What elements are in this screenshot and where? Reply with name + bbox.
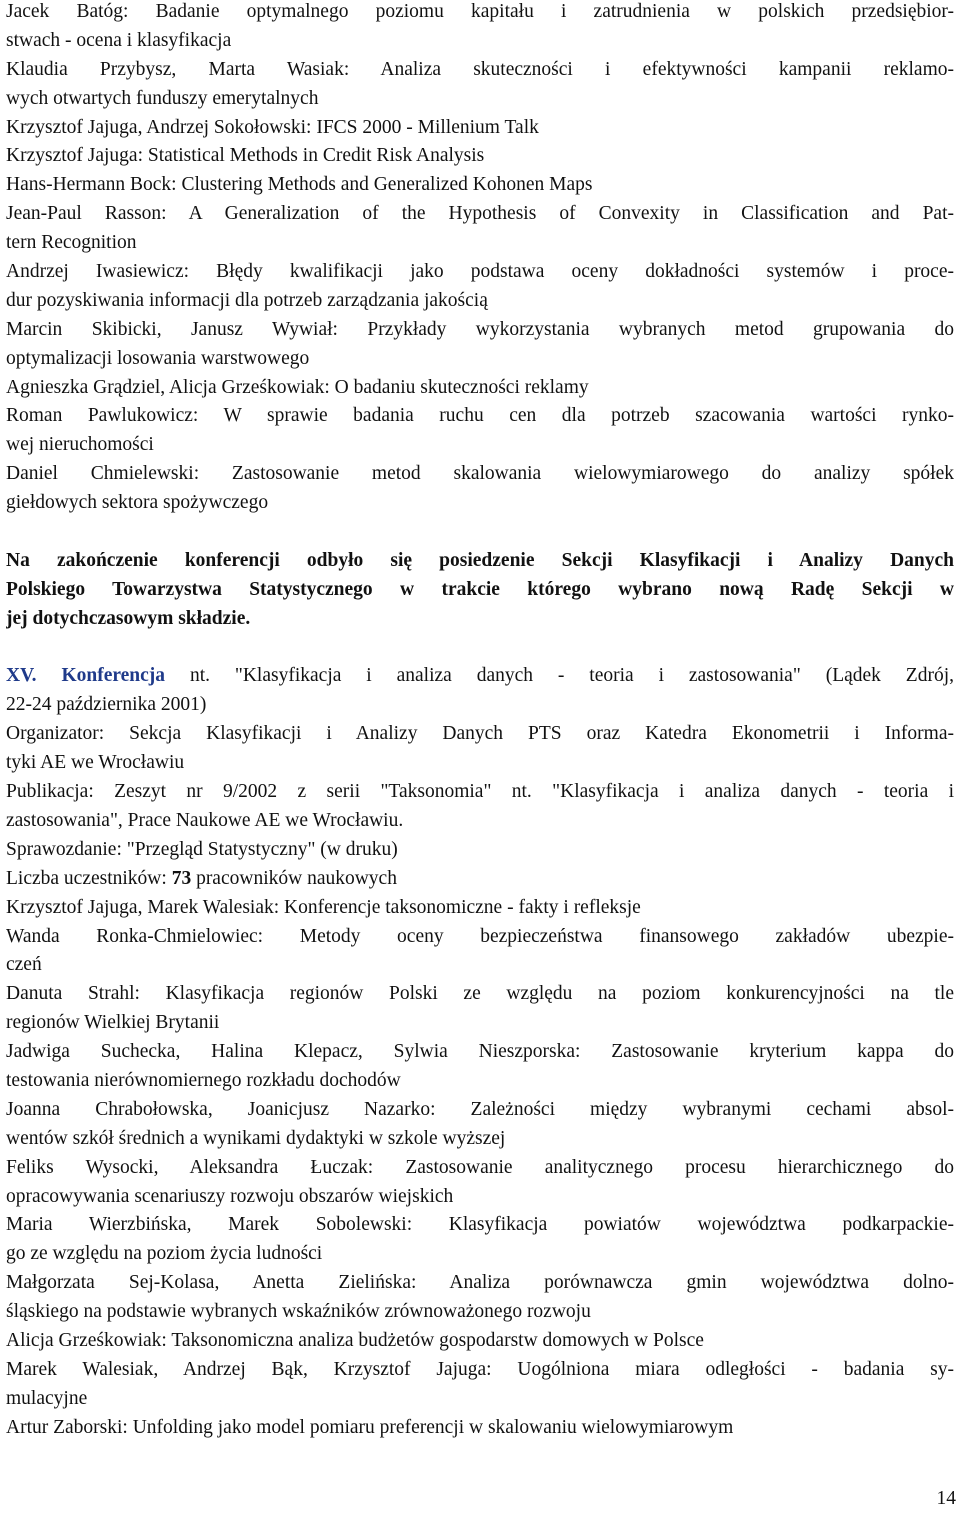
paper-entry-line: Danuta Strahl: Klasyfikacja regionów Polski ze względu na poziom konkurencyjności na tle [6, 983, 954, 1005]
paper-entry [6, 1414, 954, 1443]
paper-entry-line: Daniel Chmielewski: Zastosowanie metod skalowania wielowymiarowego do analizy spółek [6, 463, 954, 485]
participants-line [6, 865, 954, 894]
paper-entry-line: czeń [6, 954, 42, 976]
conference-number: XV. [6, 665, 37, 687]
participants-prefix: Liczba uczestników: [6, 867, 172, 889]
paper-entry-line: śląskiego na podstawie wybranych wskaźników zrównoważonego rozwoju [6, 1301, 591, 1323]
conference-heading [6, 662, 954, 691]
paper-entry-line: Krzysztof Jajuga: Statistical Methods in Credit Risk Analysis [6, 145, 485, 167]
paper-entry-line: Hans-Hermann Bock: Clustering Methods and Generalized Kohonen Maps [6, 174, 593, 196]
conference-section [6, 662, 954, 893]
paper-entry-line: Jean-Paul Rasson: A Generalization of the Hypothesis of Convexity in Classification and Pat- [6, 203, 954, 225]
paper-entry [6, 1356, 954, 1414]
paper-entry-line: testowania nierównomiernego rozkładu dochodów [6, 1069, 401, 1091]
publication-line: Publikacja: Zeszyt nr 9/2002 z serii "Taksonomia" nt. "Klasyfikacja i analiza danych - teoria i [6, 781, 954, 803]
paper-entry-line: optymalizacji losowania warstwowego [6, 347, 310, 369]
closing-note-line: jej dotychczasowym składzie. [6, 607, 251, 629]
paper-list-before [6, 0, 954, 518]
paper-entry [6, 258, 954, 316]
report-line: Sprawozdanie: "Przegląd Statystyczny" (w druku) [6, 838, 398, 860]
paper-entry [6, 114, 954, 143]
paper-entry [6, 1038, 954, 1096]
paper-entry-line: wych otwartych funduszy emerytalnych [6, 87, 319, 109]
conference-title: nt. "Klasyfikacja i analiza danych - teoria i zastosowania" (Lądek Zdrój, [165, 665, 954, 687]
document-page [6, 0, 954, 1443]
paper-entry [6, 923, 954, 981]
paper-list [6, 894, 954, 1443]
paper-entry-line: go ze względu na poziom życia ludności [6, 1243, 323, 1265]
paper-entry-line: regionów Wielkiej Brytanii [6, 1012, 220, 1034]
paper-entry-line: Feliks Wysocki, Aleksandra Łuczak: Zastosowanie analitycznego procesu hierarchicznego do [6, 1156, 954, 1178]
paper-entry [6, 374, 954, 403]
paper-entry [6, 316, 954, 374]
page-number: 14 [936, 1488, 956, 1509]
paper-entry [6, 402, 954, 460]
organizer-line: Organizator: Sekcja Klasyfikacji i Analizy Danych PTS oraz Katedra Ekonometrii i Informa- [6, 723, 954, 745]
paper-entry-line: Wanda Ronka-Chmielowiec: Metody oceny bezpieczeństwa finansowego zakładów ubezpie- [6, 925, 954, 947]
paper-entry [6, 1327, 954, 1356]
paper-entry [6, 1269, 954, 1327]
paper-entry-line: Klaudia Przybysz, Marta Wasiak: Analiza skuteczności i efektywności kampanii reklamo- [6, 58, 954, 80]
paper-entry-line: Agnieszka Grądziel, Alicja Grześkowiak: O badaniu skuteczności reklamy [6, 376, 589, 398]
paper-entry-line: giełdowych sektora spożywczego [6, 492, 269, 514]
participants-suffix: pracowników naukowych [191, 867, 397, 889]
paper-entry-line: stwach - ocena i klasyfikacja [6, 29, 232, 51]
paper-entry-line: dur pozyskiwania informacji dla potrzeb zarządzania jakością [6, 289, 488, 311]
paper-entry-line: Marek Walesiak, Andrzej Bąk, Krzysztof Jajuga: Uogólniona miara odległości - badania sy- [6, 1358, 954, 1380]
paper-entry-line: Joanna Chrabołowska, Joanicjusz Nazarko: Zależności między wybranymi cechami absol- [6, 1098, 954, 1120]
paper-entry-line: Jacek Batóg: Badanie optymalnego poziomu kapitału i zatrudnienia w polskich przedsiębior- [6, 1, 954, 22]
paper-entry-line: mulacyjne [6, 1387, 88, 1409]
paper-entry [6, 0, 954, 56]
closing-note [6, 547, 954, 634]
closing-note-line: Na zakończenie konferencji odbyło się posiedzenie Sekcji Klasyfikacji i Analizy Danych [6, 549, 954, 571]
paper-entry-line: wej nieruchomości [6, 434, 154, 456]
spacer [6, 634, 954, 663]
conference-label: Konferencja [61, 665, 166, 687]
publication-line: zastosowania", Prace Naukowe AE we Wrocławiu. [6, 809, 404, 831]
paper-entry-line: Jadwiga Suchecka, Halina Klepacz, Sylwia Nieszporska: Zastosowanie kryterium kappa do [6, 1041, 954, 1063]
paper-entry-line: Krzysztof Jajuga, Marek Walesiak: Konferencje taksonomiczne - fakty i refleksje [6, 896, 641, 918]
paper-entry [6, 142, 954, 171]
conference-dates: 22-24 października 2001) [6, 694, 207, 716]
organizer-line: tyki AE we Wrocławiu [6, 752, 185, 774]
paper-entry [6, 460, 954, 518]
paper-entry [6, 200, 954, 258]
paper-entry-line: Marcin Skibicki, Janusz Wywiał: Przykłady wykorzystania wybranych metod grupowania do [6, 318, 954, 340]
paper-entry-line: wentów szkół średnich a wynikami dydaktyki w szkole wyższej [6, 1127, 506, 1149]
paper-entry [6, 1154, 954, 1212]
paper-entry [6, 171, 954, 200]
paper-entry-line: Artur Zaborski: Unfolding jako model pomiaru preferencji w skalowaniu wielowymiarowym [6, 1416, 734, 1438]
paper-entry-line: Małgorzata Sej-Kolasa, Anetta Zielińska: Analiza porównawcza gmin województwa dolno- [6, 1272, 954, 1294]
paper-entry-line: tern Recognition [6, 232, 137, 254]
paper-entry [6, 56, 954, 114]
paper-entry-line: Krzysztof Jajuga, Andrzej Sokołowski: IFCS 2000 - Millenium Talk [6, 116, 539, 138]
paper-entry-line: Andrzej Iwasiewicz: Błędy kwalifikacji jako podstawa oceny dokładności systemów i proce- [6, 261, 954, 283]
paper-entry [6, 980, 954, 1038]
paper-entry-line: Maria Wierzbińska, Marek Sobolewski: Klasyfikacja powiatów województwa podkarpackie- [6, 1214, 954, 1236]
paper-entry [6, 894, 954, 923]
paper-entry-line: opracowywania scenariuszy rozwoju obszarów wiejskich [6, 1185, 454, 1207]
paper-entry-line: Roman Pawlukowicz: W sprawie badania ruchu cen dla potrzeb szacowania wartości rynko- [6, 405, 954, 427]
participants-count: 73 [171, 867, 192, 889]
paper-entry [6, 1096, 954, 1154]
spacer [6, 518, 954, 547]
closing-note-line: Polskiego Towarzystwa Statystycznego w trakcie którego wybrano nową Radę Sekcji w [6, 578, 954, 600]
paper-entry-line: Alicja Grześkowiak: Taksonomiczna analiza budżetów gospodarstw domowych w Polsce [6, 1329, 704, 1351]
paper-entry [6, 1211, 954, 1269]
